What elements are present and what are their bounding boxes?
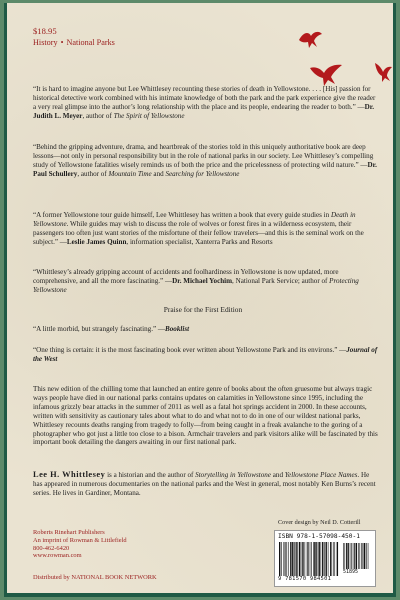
blurb-journal-of-the-west [33,346,378,364]
barcode-bar [366,543,367,569]
quote-text: “One thing is certain: it is the most fascinating book ever written about Yellowstone Park and its environs.” — [33,346,347,354]
barcode-bar [311,542,312,576]
quote-text: “It is hard to imagine anyone but Lee Whittlesey recounting these stories of death in Yellowstone. . . . [His] passion for historical detective work combined with his intimate knowledge of both the park and the park experience give the reader a very real glimpse into the author’s long relationship with the place and its people, endearing the reader to both.” — [33,85,376,111]
barcode-bar [354,543,355,569]
quote-attribution: Leslie James Quinn [66,237,127,246]
barcode-bar [347,543,348,569]
quote-work: Protecting Yellowstone [33,276,359,294]
barcode-bar [307,542,308,576]
quote-suffix: , author of [82,111,114,120]
barcode-bar [319,542,320,576]
quote-attribution: Dr. Michael Yochim [172,276,233,285]
quote-attribution: Dr. Judith L. Meyer [33,102,375,120]
author-bio-text-2: and [270,471,285,479]
barcode-bar [294,542,295,576]
barcode-bar [284,542,285,576]
author-work-2: Yellowstone Place Names [284,471,358,479]
barcode-bar [281,542,282,576]
quote-source: Journal of the West [33,346,378,363]
barcode-bar [345,543,346,569]
blurb-meyer [33,85,378,121]
barcode-bar [322,542,323,576]
author-work-1: Storytelling in Yellowstone [195,471,271,479]
back-cover [4,3,396,597]
book-description: This new edition of the chilling tome that launched an entire genre of books about the often gruesome but always tragic ways people have died in our national parks contains updates on calamities in Yellowstone since 1995, including the infamous grizzly bear attacks in the summer of 2011 as well as a fatal hot springs accident in 2000. In these accounts, written with sensitivity as cautionary tales about what to do and what not to do in one of our wildest national parks, Whittlesey recounts deaths ranging from tragedy to folly—from being caught in a freak avalanche to the goring of a photographer who got just a little too close to a bison. Armchair travelers and park visitors alike will be fascinated by this important book detailing the dangers awaiting in our first national park. [33,385,378,447]
barcode-bar [368,543,369,569]
quote-suffix-2: and [151,169,166,178]
barcode-bar [321,542,322,576]
barcode-digits: 9 781570 984501 [278,576,332,582]
quote-suffix: , author of [77,169,109,178]
quote-work-2: Searching for Yellowstone [165,169,240,178]
barcode-bar [305,542,306,576]
barcode-price-code: 51895 [343,569,359,575]
publisher-website: www.rowman.com [33,552,82,560]
barcode-bar [333,542,334,576]
barcode-bar [313,542,314,576]
text-panel [7,3,396,595]
category-separator: • [60,38,64,47]
barcode-bar [353,543,354,569]
barcode-bar [364,543,365,569]
barcode-bar [310,542,311,576]
barcode-bar [331,542,332,576]
quote-work: Mountain Time [108,169,152,178]
category-line [33,38,115,47]
isbn: ISBN 978-1-57098-450-1 [278,533,360,540]
barcode-bar [324,542,325,576]
barcode-bar [290,542,291,576]
barcode-bar [292,542,293,576]
barcode-bar [318,542,319,576]
barcode-bar [299,542,300,576]
publisher-phone: 800-462-6420 [33,544,70,552]
barcode-bar [308,542,309,576]
barcode-bar [297,542,298,576]
barcode-bar [288,542,289,576]
barcode-bar [279,542,280,576]
barcode-bar [350,543,351,569]
barcode-bar [286,542,287,576]
barcode-bars [279,542,339,576]
publisher-info [33,529,127,560]
author-name: Lee H. Whittlesey [33,470,106,479]
barcode-bar [334,542,335,576]
quote-suffix: , National Park Service; author of [232,276,330,285]
barcode-bar [358,543,359,569]
author-bio-text: is a historian and the author of [105,471,196,479]
barcode-bar [337,542,338,576]
quote-text: “A little morbid, but strangely fascinating.” — [33,325,165,333]
raven-silhouette-icon [373,61,393,83]
barcode-bar [301,542,302,576]
raven-silhouette-icon [297,30,323,50]
quote-source: Booklist [165,325,190,333]
quote-attribution: Dr. Paul Schullery [33,160,377,178]
quote-text-2: . While guides may wish to discuss the role of wolves or forest fires in a wilderness ecosystem, their passengers too often just want stories of the misfortune of their fellow travelers—and this is the seminal work on the subject.” — [33,219,364,246]
praise-heading: Praise for the First Edition [163,305,243,314]
distributor: Distributed by NATIONAL BOOK NETWORK [33,574,157,581]
blurb-schullery [33,143,378,179]
barcode-bar [328,542,329,576]
quote-work: Death in Yellowstone [33,211,356,228]
barcode-bar [296,542,297,576]
barcode-bar [302,542,303,576]
quote-suffix: , information specialist, Xanterra Parks and Resorts [126,237,273,246]
category-history: History [33,38,58,47]
quote-text: “A former Yellowstone tour guide himself, Lee Whittlesey has written a book that every guide studies in [33,211,331,219]
quote-work: The Spirit of Yellowstone [113,111,185,120]
barcode-bar [315,542,316,576]
blurb-yochim [33,268,378,295]
barcode-bar [346,543,347,569]
category-national-parks: National Parks [66,38,115,47]
barcode-block [274,530,376,587]
barcode-bar [356,543,357,569]
price-barcode-bars [343,543,369,569]
barcode-bar [363,543,364,569]
barcode-bar [343,543,344,569]
barcode-bar [351,543,352,569]
quote-text: “Behind the gripping adventure, drama, and heartbreak of the stories told in this uniquely authoritative book are deep lessons—not only in personal responsibility but in the role of national parks in our society. Lee Whittlesey’s compelling study of Yellowstone fatalities wisely reminds us of both the price and the pricelessness of protecting wild nature.” — [33,143,374,169]
blurb-booklist [33,325,378,334]
barcode-bar [330,542,331,576]
publisher-imprint: An imprint of Rowman & Littlefield [33,536,127,544]
author-bio [33,471,378,498]
quote-text: “Whittlesey’s already gripping account of accidents and foolhardiness in Yellowstone is now updated, more comprehensive, and all the more fascinating.” — [33,268,339,285]
publisher-name: Roberts Rinehart Publishers [33,529,105,536]
author-bio-text-3: . He has appeared in numerous documentaries on the national parks and the West in general, most notably Ken Burns’s recent series. He lives in Gardiner, Montana. [33,471,376,497]
barcode-bar [285,542,286,576]
price: $18.95 [33,26,57,36]
cover-credit: Cover design by Neil D. Cotterill [278,519,361,526]
blurb-quinn [33,211,378,247]
barcode-bar [326,542,327,576]
barcode-bar [360,543,361,569]
barcode-bar [361,543,362,569]
raven-silhouette-icon [309,63,343,87]
